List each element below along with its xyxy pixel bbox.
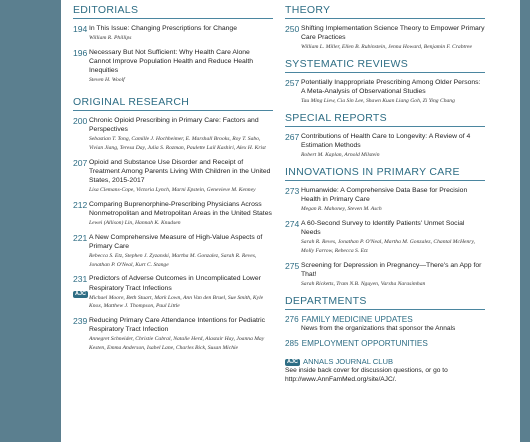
article-title[interactable]: Humanwide: A Comprehensive Data Base for Precision Health in Primary Care [301, 187, 468, 204]
article-authors: Lewei (Allison) Lin, Hannah K. Knudsen [89, 220, 181, 227]
article-authors: Michael Moore, Beth Stuart, Mark Lown, Ann Van den Bruel, Sue Smith, Kyle Knox, Matthew J. Thompson, Paul Little [89, 294, 264, 310]
departments-block [285, 315, 485, 385]
theory-list [285, 24, 485, 52]
article-body [301, 78, 485, 106]
page-number: 257 [285, 78, 300, 88]
article-entry[interactable] [285, 78, 485, 106]
original-research-heading: ORIGINAL RESEARCH [73, 96, 273, 111]
article-title[interactable]: In This Issue: Changing Prescriptions for Change [89, 25, 237, 32]
innovations-heading: INNOVATIONS IN PRIMARY CARE [285, 166, 485, 181]
ajc-badge: AJC [75, 291, 87, 298]
page-number-box [285, 186, 301, 214]
journal-club-description: See inside back cover for discussion questions, or go to http://www.AnnFamMed.org/site/AJC/. [285, 367, 448, 384]
article-authors: Lisa Clemans-Cope, Victoria Lynch, Marni Epstein, Genevieve M. Kenney [89, 187, 256, 194]
page-number: 273 [285, 186, 300, 196]
article-authors: Annegret Schneider, Christie Cabral, Natalie Herd, Alastair Hay, Joanna May Kesten, Emma Anderson, Isabel Lane, Charles Bick, Susan Michie [89, 336, 265, 351]
article-entry[interactable] [285, 219, 485, 256]
article-entry[interactable] [73, 200, 273, 228]
page-number-box [73, 274, 89, 311]
article-authors: Robert M. Kaplan, Arnold Milstein [301, 152, 380, 159]
departments-heading: DEPARTMENTS [285, 295, 485, 310]
page-number: 200 [73, 116, 88, 126]
article-title[interactable]: A 60-Second Survey to Identify Patients' Unmet Social Needs [301, 220, 465, 237]
page-number: 207 [73, 157, 88, 168]
fm-updates-label: FAMILY MEDICINE UPDATES [301, 314, 413, 324]
page-number: 212 [73, 199, 88, 210]
page-number-box [73, 24, 89, 43]
page-number-box [285, 132, 301, 160]
page-number-box [285, 219, 301, 256]
article-title[interactable]: Necessary But Not Sufficient: Why Health Care Alone Cannot Improve Population Health and Reduce Health Inequities [89, 48, 253, 75]
article-title[interactable]: Comparing Buprenorphine-Prescribing Physicians Across Nonmetropolitan and Metropolitan Areas in the United States [89, 200, 272, 217]
article-entry[interactable] [73, 24, 273, 43]
page-number-box [73, 48, 89, 85]
article-body [301, 24, 485, 52]
article-entry[interactable] [285, 261, 485, 289]
table-of-contents-page [61, 0, 520, 442]
right-column [285, 4, 485, 385]
article-entry[interactable] [285, 186, 485, 214]
page-number: 231 [73, 274, 88, 285]
article-title[interactable]: Screening for Depression in Pregnancy—There's an App for That! [301, 261, 482, 278]
article-authors: Megan R. Mahoney, Steven M. Asch [301, 206, 382, 213]
page-number: 250 [285, 24, 300, 34]
page-number: 196 [73, 47, 88, 58]
page-number: 267 [285, 132, 300, 142]
article-title[interactable]: Potentially Inappropriate Prescribing Among Older Persons: A Meta-Analysis of Observational Studies [301, 79, 481, 96]
special-reports-heading: SPECIAL REPORTS [285, 112, 485, 127]
employment-page: 285 [285, 339, 299, 349]
original-research-list [73, 116, 273, 353]
page-number: 239 [73, 315, 88, 326]
employment-label: EMPLOYMENT OPPORTUNITIES [301, 339, 428, 349]
article-body [89, 48, 273, 85]
journal-club-row[interactable] [285, 357, 485, 366]
page-number: 194 [73, 24, 88, 34]
article-authors: Sarah Ricketts, Tram N.B. Nguyen, Varsha Narasimhan [301, 281, 426, 287]
fm-updates-page: 276 [285, 314, 299, 324]
article-title[interactable]: Predictors of Adverse Outcomes in Uncomplicated Lower Respiratory Tract Infections [89, 275, 261, 292]
employment-opportunities[interactable] [285, 339, 485, 349]
family-medicine-updates[interactable] [285, 315, 485, 325]
article-entry[interactable] [73, 316, 273, 353]
article-authors: Steven H. Woolf [89, 77, 125, 84]
article-body [301, 261, 485, 289]
page-number-box [73, 233, 89, 270]
left-column [73, 4, 273, 358]
article-body [89, 233, 273, 270]
article-authors: Tau Ming Liew, Cia Sin Lee, Shawn Kuan Liang Goh, Zi Ying Chang [301, 98, 455, 105]
page-number-box [285, 24, 301, 52]
journal-club-label: ANNALS JOURNAL CLUB [303, 357, 394, 367]
article-body [301, 219, 485, 256]
article-body [301, 132, 485, 160]
article-entry[interactable] [73, 233, 273, 270]
page-number: 274 [285, 219, 300, 229]
ajc-badge: AJC [287, 358, 299, 365]
article-title[interactable]: Contributions of Health Care to Longevity: A Review of 4 Estimation Methods [301, 133, 471, 150]
article-authors: Rebecca S. Etz, Stephen J. Zyzanski, Martha M. Gonzalez, Sarah R. Reves, Jonathan P. O'Neal, Kurt C. Stange [89, 253, 257, 268]
article-entry[interactable] [73, 274, 273, 311]
article-title[interactable]: Opioid and Substance Use Disorder and Receipt of Treatment Among Parents Living With Children in the United States, 2015-2017 [89, 158, 271, 184]
article-entry[interactable] [285, 132, 485, 160]
page-number-box [73, 200, 89, 228]
article-body [89, 116, 273, 153]
article-title[interactable]: Chronic Opioid Prescribing in Primary Care: Factors and Perspectives [89, 117, 259, 134]
systematic-reviews-heading: SYSTEMATIC REVIEWS [285, 58, 485, 73]
page-number-box [73, 116, 89, 153]
article-body [89, 158, 273, 195]
editorials-list [73, 24, 273, 85]
article-body [89, 24, 273, 43]
article-authors: Sarah R. Reves, Jonathan P. O'Neal, Martha M. Gonzalez, Chantal McHenry, Molly Farrow, Rebecca S. Etz [301, 239, 476, 254]
article-entry[interactable] [73, 48, 273, 85]
page-number-box [285, 78, 301, 106]
article-title[interactable]: Reducing Primary Care Attendance Intentions for Pediatric Respiratory Tract Infection [89, 316, 266, 334]
article-authors: Sebastian T. Tong, Camille J. Hochheimer, E. Marshall Brooks, Roy T. Sabo, Vivian Jiang, Teresa Day, Julia S. Rozman, Paulette Lail Kashiri, Alex H. Krist [89, 136, 266, 151]
article-entry[interactable] [285, 24, 485, 52]
fm-updates-description: News from the organizations that sponsor the Annals [301, 324, 456, 332]
page-number: 275 [285, 260, 300, 271]
special-reports-list [285, 132, 485, 160]
article-body [89, 200, 273, 228]
theory-heading: THEORY [285, 4, 485, 19]
page-number-box [73, 158, 89, 195]
article-title[interactable]: Shifting Implementation Science Theory to Empower Primary Care Practices [301, 25, 485, 42]
article-authors: William R. Phillips [89, 35, 132, 42]
article-body [89, 316, 273, 353]
article-body [301, 186, 485, 214]
page-number-box [285, 261, 301, 289]
article-title[interactable]: A New Comprehensive Measure of High-Value Aspects of Primary Care [89, 233, 263, 250]
page-number-box [73, 316, 89, 353]
systematic-reviews-list [285, 78, 485, 106]
article-body [89, 274, 273, 311]
page-number: 221 [73, 232, 88, 243]
article-entry[interactable] [73, 158, 273, 195]
article-authors: William L. Miller, Ellen B. Rubinstein, Jenna Howard, Benjamin F. Crabtree [301, 44, 473, 51]
article-entry[interactable] [73, 116, 273, 153]
innovations-list [285, 186, 485, 289]
editorials-heading: EDITORIALS [73, 4, 273, 19]
